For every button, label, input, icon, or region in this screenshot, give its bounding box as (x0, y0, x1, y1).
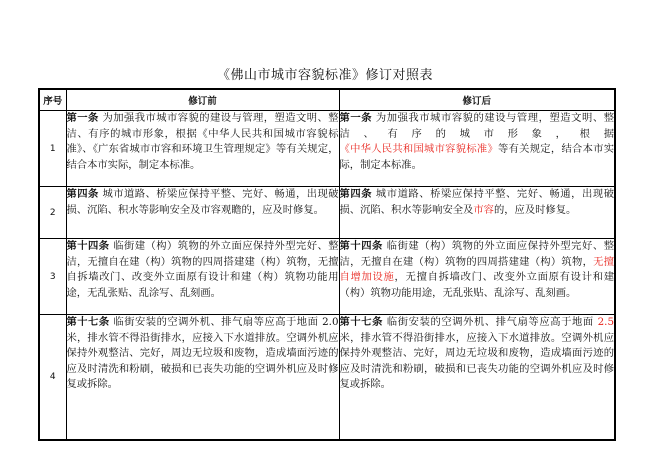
article-number: 第一条 (339, 112, 373, 124)
clause-text: 米，排水管不得沿街排水，应接入下水道排放。空调外机应保持外观整洁、完好，周边无垃圾和废物，造成墙面污迹的应及时清洗和粉刷，破损和已丧失功能的空调外机应及时修复或拆除。 (339, 331, 614, 391)
article-number: 第十七条 (66, 316, 110, 328)
after-text (339, 239, 615, 315)
clause-text: 为加强我市城市容貌的建设与管理，塑造文明、整洁、有序的城市形象，根据《中华人民共和国城市容貌标准》、《广东省城市市容和环境卫生管理规定》等有关规定，结合本市实际，制定本标准。 (66, 112, 339, 171)
revised-text: 2.5 (597, 316, 615, 328)
table-row (39, 315, 615, 440)
clause-text: 城市道路、桥梁应保持平整、完好、畅通，出现破损、沉陷、积水等影响安全及 (339, 188, 614, 216)
after-text (339, 187, 615, 239)
clause-text: ，无擅自拆墙改门、改变外立面原有设计和建（构）筑物功能用途，无乱张贴、乱涂写、乱刻画。 (339, 271, 615, 299)
row-number: 2 (39, 187, 66, 239)
before-text (66, 187, 339, 239)
before-text (66, 239, 339, 315)
before-text (66, 111, 339, 187)
clause-text: 临街安装的空调外机、排气扇等应高于地面 2.0米，排水管不得沿街排水，应接入下水道排放。空调外机应保持外观整洁、完好，周边无垃圾和废物，造成墙面污迹的应及时清洗和粉刷，破损和已丧失功能的空调外机应及时修复或拆除。 (66, 316, 339, 391)
table-row (39, 187, 615, 239)
article-number: 第一条 (66, 112, 99, 124)
article-number: 第四条 (339, 188, 373, 200)
after-text (339, 111, 615, 187)
row-number: 1 (39, 111, 66, 187)
clause-text: 城市道路、桥梁应保持平整、完好、畅通，出现破损、沉陷、积水等影响安全及市容观瞻的，应及时修复。 (66, 188, 339, 216)
revised-text: 无擅自增加设施 (339, 255, 615, 284)
header-after: 修订后 (339, 89, 615, 111)
row-number: 4 (39, 315, 66, 440)
clause-text: 的，应及时修复。 (493, 203, 577, 216)
article-number: 第十七条 (339, 316, 384, 328)
clause-text: 临街建（构）筑物的外立面应保持外型完好、整洁，无擅自在建（构）筑物的四周搭建建（构）筑物，无擅自拆墙改门、改变外立面原有设计和建（构）筑物功能用途，无乱张贴、乱涂写、乱刻画。 (66, 240, 339, 299)
clause-text: 临街建（构）筑物的外立面应保持外型完好、整洁，无擅自在建（构）筑物的四周搭建建（构）筑物， (339, 240, 615, 268)
revised-text: 市容 (473, 203, 494, 216)
comparison-table (38, 88, 616, 441)
clause-text: 等有关规定，结合本市实际，制定本标准。 (339, 143, 615, 171)
header-seq: 序号 (39, 89, 66, 111)
clause-text: 为加强我市城市容貌的建设与管理，塑造文明、整洁、有序的城市形象，根据 (339, 112, 614, 140)
page-title: 《佛山市城市容貌标准》修订对照表 (216, 68, 433, 83)
row-number: 3 (39, 239, 66, 315)
article-number: 第十四条 (339, 240, 383, 252)
clause-text: 临街安装的空调外机、排气扇等应高于地面 (383, 316, 598, 328)
table-row (39, 111, 615, 187)
revised-text: 《中华人民共和国城市容貌标准》 (339, 143, 499, 156)
table-row (39, 239, 615, 315)
header-before: 修订前 (66, 89, 339, 111)
table-header-row (39, 89, 615, 111)
after-text (339, 315, 615, 440)
article-number: 第十四条 (66, 240, 110, 252)
article-number: 第四条 (66, 188, 99, 200)
before-text (66, 315, 339, 440)
